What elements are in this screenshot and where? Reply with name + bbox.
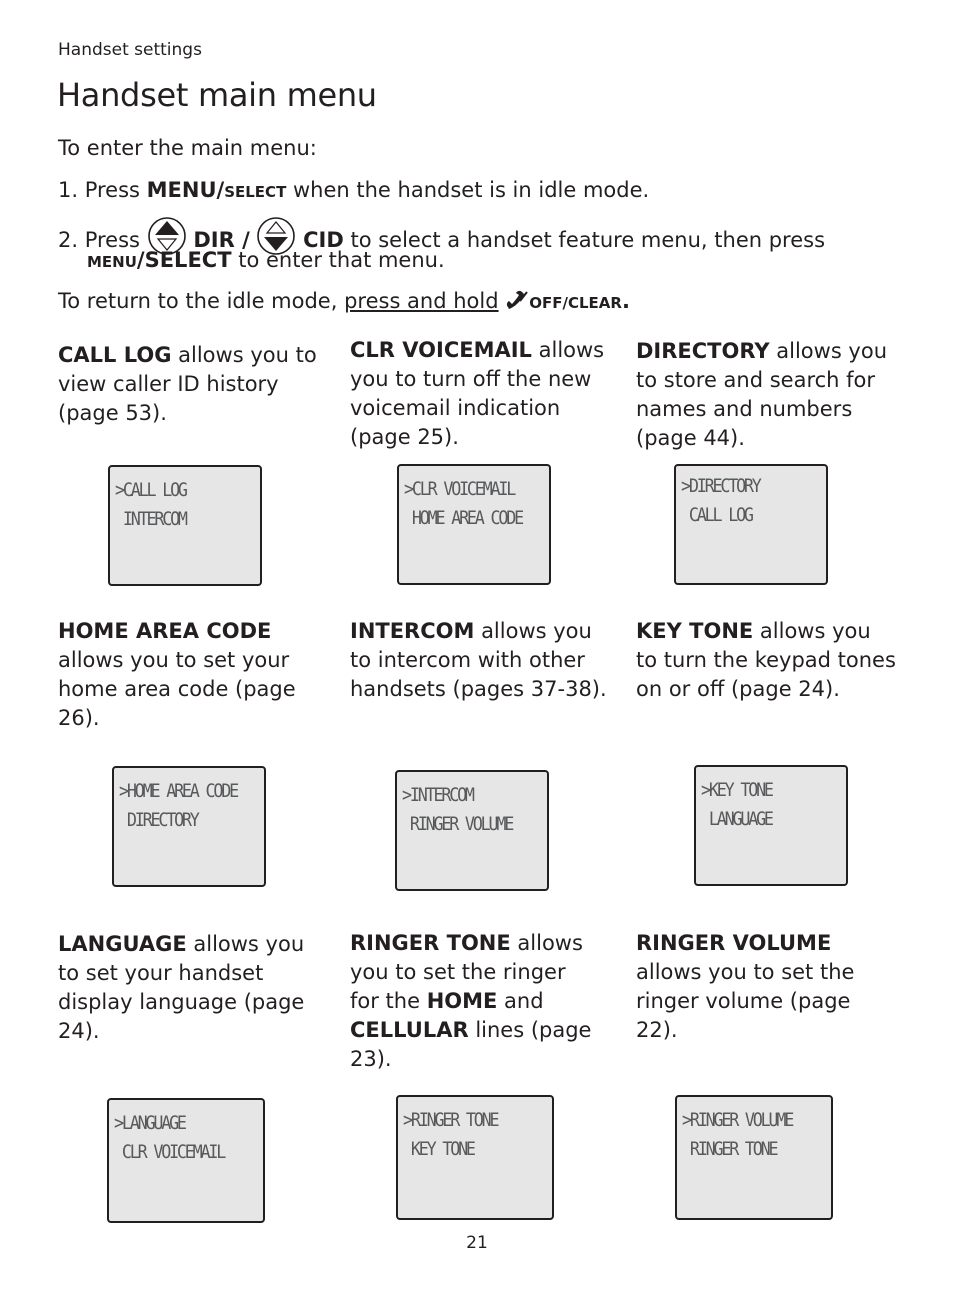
step-1: 1. Press MENU/SELECT when the handset is in idle mode.	[58, 178, 650, 202]
lcd-screen-clr-voicemail: >CLR VOICEMAIL HOME AREA CODE	[397, 464, 551, 585]
dir-key-label: DIR /	[193, 228, 250, 252]
section-heading: Handset settings	[58, 40, 202, 60]
cid-key-label: CID	[303, 228, 344, 252]
select-key-label-2: /SELECT	[136, 248, 232, 272]
lcd-screen-ringer-tone: >RINGER TONE KEY TONE	[396, 1095, 554, 1220]
menu-desc-call-log: CALL LOG allows you to view caller ID history (page 53).	[58, 343, 317, 425]
menu-desc-directory: DIRECTORY allows you to store and search for names and numbers (page 44).	[636, 339, 888, 450]
menu-desc-language: LANGUAGE allows you to set your handset display language (page 24).	[58, 932, 305, 1043]
menu-desc-home-area-code: HOME AREA CODE allows you to set your home area code (page 26).	[58, 619, 296, 730]
off-clear-key-label: OFF/CLEAR	[529, 294, 622, 312]
menu-desc-key-tone: KEY TONE allows you to turn the keypad tones on or off (page 24).	[636, 619, 896, 701]
select-key-label: SELECT	[224, 183, 287, 201]
lcd-screen-directory: >DIRECTORY CALL LOG	[674, 464, 828, 585]
lcd-screen-intercom: >INTERCOM RINGER VOLUME	[395, 770, 549, 891]
step-2-continued: MENU/SELECT to enter that menu.	[87, 248, 445, 272]
return-instruction: To return to the idle mode, press and hold OFF/CLEAR.	[58, 289, 630, 313]
menu-desc-intercom: INTERCOM allows you to intercom with other handsets (pages 37-38).	[350, 619, 607, 701]
lcd-screen-call-log: >CALL LOG INTERCOM	[108, 465, 262, 586]
menu-desc-ringer-volume: RINGER VOLUME allows you to set the ringer volume (page 22).	[636, 931, 855, 1042]
lcd-screen-language: >LANGUAGE CLR VOICEMAIL	[107, 1098, 265, 1223]
menu-desc-ringer-tone: RINGER TONE allows you to set the ringer for the HOME and CELLULAR lines (page 23).	[350, 931, 592, 1071]
press-and-hold-text: press and hold	[344, 289, 499, 313]
lcd-screen-key-tone: >KEY TONE LANGUAGE	[694, 765, 848, 886]
lcd-screen-ringer-volume: >RINGER VOLUME RINGER TONE	[675, 1095, 833, 1220]
intro-text: To enter the main menu:	[58, 136, 317, 160]
phone-off-icon	[505, 289, 529, 311]
page-number: 21	[466, 1233, 488, 1253]
lcd-screen-home-area-code: >HOME AREA CODE DIRECTORY	[112, 766, 266, 887]
menu-desc-clr-voicemail: CLR VOICEMAIL allows you to turn off the new voicemail indication (page 25).	[350, 338, 605, 449]
page-title: Handset main menu	[57, 76, 377, 114]
menu-key-label-2: MENU	[87, 253, 137, 271]
menu-key-label: MENU/	[146, 178, 225, 202]
step-2: 2. Press DIR / CID to select a handset feature menu, then press	[58, 216, 825, 256]
